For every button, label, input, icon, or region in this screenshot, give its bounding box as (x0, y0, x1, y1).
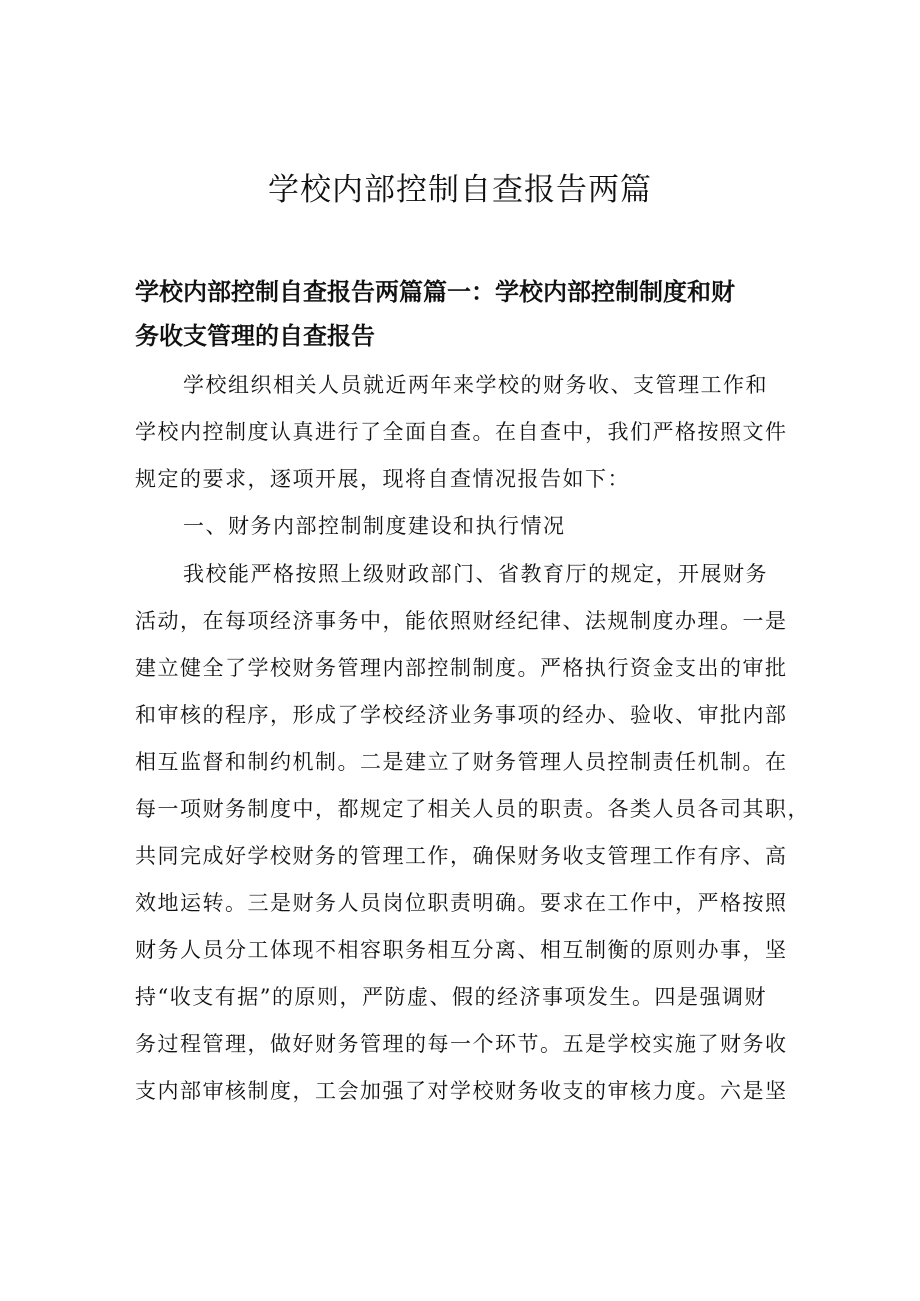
body-line: 和审核的程序，形成了学校经济业务事项的经办、验收、审批内部 (135, 703, 788, 727)
intro-line: 学校组织相关人员就近两年来学校的财务收、支管理工作和 (183, 373, 768, 397)
body-line: 财务人员分工体现不相容职务相互分离、相互制衡的原则办事，坚 (135, 938, 788, 962)
intro-line: 规定的要求，逐项开展，现将自查情况报告如下： (135, 467, 630, 491)
body-line: 共同完成好学校财务的管理工作，确保财务收支管理工作有序、高 (135, 844, 788, 868)
body-line: 每一项财务制度中，都规定了相关人员的职责。各类人员各司其职， (135, 797, 810, 821)
section-heading-line-2: 务收支管理的自查报告 (135, 322, 375, 350)
intro-paragraph (135, 362, 800, 503)
body-line: 务过程管理，做好财务管理的每一个环节。五是学校实施了财务收 (135, 1032, 788, 1056)
body-paragraph (135, 551, 810, 1115)
intro-line: 学校内控制度认真进行了全面自查。在自查中，我们严格按照文件 (135, 420, 788, 444)
body-line: 我校能严格按照上级财政部门、省教育厅的规定，开展财务 (183, 562, 768, 586)
body-line: 相互监督和制约机制。二是建立了财务管理人员控制责任机制。在 (135, 750, 788, 774)
body-line: 建立健全了学校财务管理内部控制制度。严格执行资金支出的审批 (135, 656, 788, 680)
body-line: 活动，在每项经济事务中，能依照财经纪律、法规制度办理。一是 (135, 609, 788, 633)
subheading-financial-controls: 一、财务内部控制制度建设和执行情况 (183, 514, 566, 538)
document-title: 学校内部控制自查报告两篇 (268, 172, 652, 208)
section-heading-line-1: 学校内部控制自查报告两篇篇一：学校内部控制制度和财 (135, 278, 735, 306)
body-line: 效地运转。三是财务人员岗位职责明确。要求在工作中，严格按照 (135, 891, 788, 915)
body-line: 支内部审核制度，工会加强了对学校财务收支的审核力度。六是坚 (135, 1079, 788, 1103)
body-line: 持“收支有据”的原则，严防虚、假的经济事项发生。四是强调财 (135, 985, 767, 1009)
